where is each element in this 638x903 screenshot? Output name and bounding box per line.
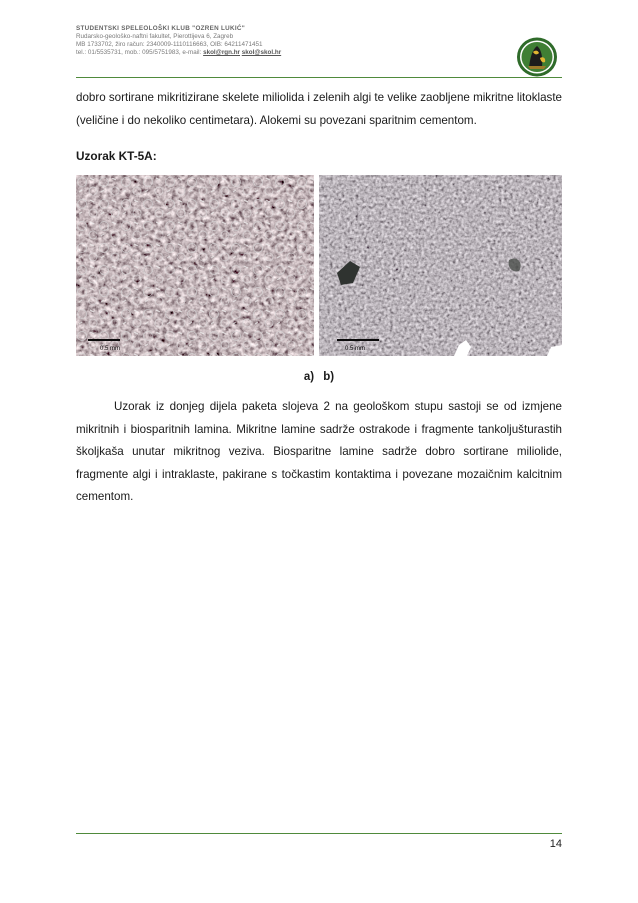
header-rule xyxy=(76,77,562,78)
contact-text: tel.: 01/5535731, mob.: 095/5751983, e-mail: xyxy=(76,49,202,57)
email-link[interactable]: skol@rgn.hr xyxy=(203,49,241,57)
caption-b: b) xyxy=(323,371,335,383)
club-ids: MB 1733702, žiro račun: 2340009-1110116663, OIB: 64211471451 xyxy=(76,41,263,49)
paragraph-1: dobro sortirane mikritizirane skelete miliolida i zelenih algi te velike zaobljene mikritne litoklaste (veličine i do nekoliko centimetara). Alokemi su povezani sparitnim cementom. xyxy=(76,91,562,127)
club-logo-icon xyxy=(515,36,559,78)
club-contact xyxy=(76,49,496,57)
letterhead xyxy=(76,25,496,58)
page-number: 14 xyxy=(549,838,562,850)
scale-label-b: 0.5 mm xyxy=(345,346,366,352)
figure-caption xyxy=(0,371,638,383)
scale-label-a: 0.5 mm xyxy=(100,346,121,352)
club-address: Rudarsko-geološko-naftni fakultet, Pierottijeva 6, Zagreb xyxy=(76,33,234,40)
micrograph-a xyxy=(76,175,314,356)
paragraph-2: Uzorak iz donjeg dijela paketa slojeva 2 na geološkom stupu sastoji se od izmjene mikritnih i biosparitnih lamina. Mikritne lamine sadrže ostrakode i fragmente tankoljušturastih školjkaša unutar mikritnog veziva. Biosparitne lamine sadrže dobro sortirane miliolide, fragmente algi i intraklaste, pakirane s točkastim kontaktima i povezane mozaičnim kalcitnim cementom. xyxy=(76,400,562,503)
caption-a: a) xyxy=(303,371,315,383)
micrograph-b xyxy=(319,175,562,356)
club-name: STUDENTSKI SPELEOLOŠKI KLUB "OZREN LUKIĆ" xyxy=(76,25,246,32)
footer-rule xyxy=(76,833,562,834)
web-link[interactable]: skol@skol.hr xyxy=(241,49,282,57)
sample-heading: Uzorak KT-5A: xyxy=(76,149,157,163)
